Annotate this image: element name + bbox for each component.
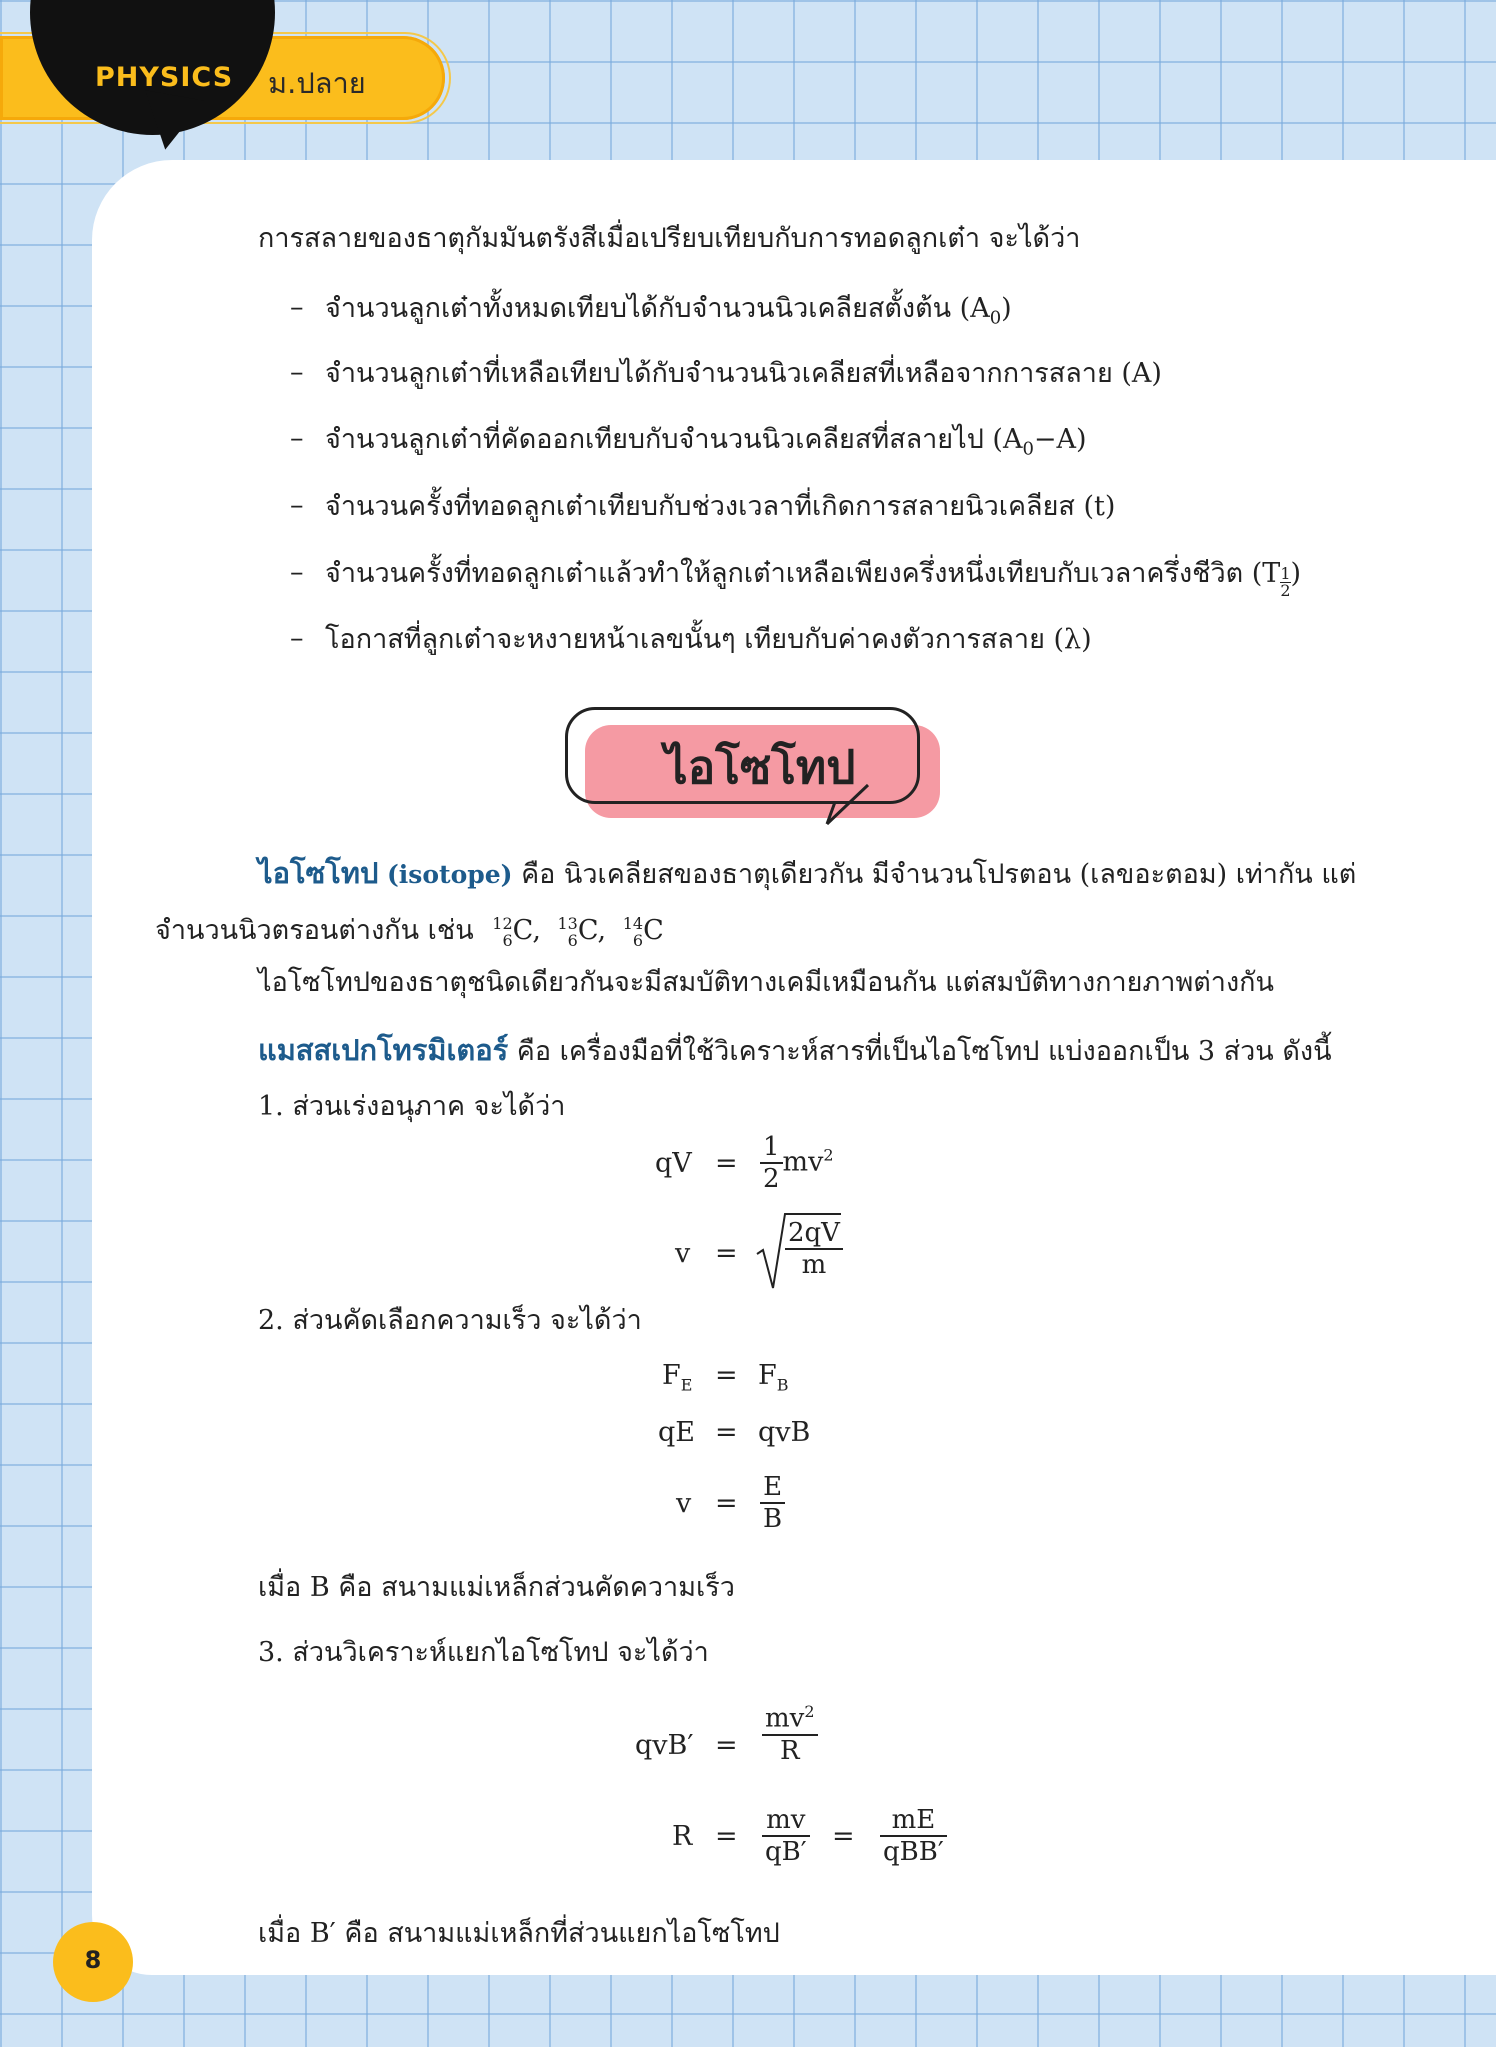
equation-v2: v: [676, 1488, 692, 1519]
bullet-dash: –: [290, 292, 304, 323]
equals-sign: =: [715, 1417, 738, 1448]
equation-me-over-qbb: $\frac{mE}{\text{qBB′}}$: [880, 1805, 947, 1867]
equals-sign: =: [715, 1488, 738, 1519]
bullet-dash: –: [290, 623, 304, 654]
equation-qvb: qvB: [758, 1417, 811, 1448]
note-b: เมื่อ B คือ สนามแม่เหล็กส่วนคัดความเร็ว: [258, 1572, 735, 1603]
bullet-dash: –: [290, 490, 304, 521]
bullet-1: จำนวนลูกเต๋าทั้งหมดเทียบได้กับจำนวนนิวเคลียสตั้งต้น $(A_0)$: [325, 293, 1012, 329]
bullet-dash: –: [290, 423, 304, 454]
bullet-dash: –: [290, 557, 304, 588]
mass-spectrometer-definition: แมสสเปกโทรมิเตอร์ คือ เครื่องมือที่ใช้วิเคราะห์สารที่เป็นไอโซโทป แบ่งออกเป็น 3 ส่วน ดังนี้: [258, 1033, 1332, 1067]
equals-sign: =: [832, 1821, 855, 1852]
bullet-3: จำนวนลูกเต๋าที่คัดออกเทียบกับจำนวนนิวเคลียสที่สลายไป $(A_0-A)$: [325, 424, 1087, 460]
equals-sign: =: [715, 1730, 738, 1761]
isotope-properties: ไอโซโทปของธาตุชนิดเดียวกันจะมีสมบัติทางเคมีเหมือนกัน แต่สมบัติทางกายภาพต่างกัน: [258, 967, 1274, 998]
step-1-heading: 1. ส่วนเร่งอนุภาค จะได้ว่า: [258, 1091, 566, 1122]
intro-text: การสลายของธาตุกัมมันตรังสีเมื่อเปรียบเทียบกับการทอดลูกเต๋า จะได้ว่า: [258, 223, 1081, 254]
bullet-dash: –: [290, 357, 304, 388]
equation-fe: $F_E$: [662, 1360, 693, 1395]
equals-sign: =: [715, 1238, 738, 1269]
equation-v: v: [675, 1238, 691, 1269]
equals-sign: =: [715, 1148, 738, 1179]
section-title-box: [565, 705, 945, 820]
equation-r: R: [672, 1821, 693, 1852]
section-title: ไอโซโทป: [664, 740, 856, 794]
equals-sign: =: [715, 1360, 738, 1391]
isotope-definition-line2: จำนวนนิวตรอนต่างกัน เช่น 12 6 C, 13 6 C, 14 6 C: [155, 913, 664, 950]
equals-sign: =: [715, 1821, 738, 1852]
equation-half-mv2: $\frac{1}{2}$ $mv^2$: [760, 1132, 834, 1194]
page-number: 8: [84, 1946, 102, 1974]
level-label: ม.ปลาย: [268, 66, 366, 100]
bullet-4: จำนวนครั้งที่ทอดลูกเต๋าเทียบกับช่วงเวลาที่เกิดการสลายนิวเคลียส (t): [325, 491, 1116, 522]
bullet-6: โอกาสที่ลูกเต๋าจะหงายหน้าเลขนั้นๆ เทียบกับค่าคงตัวการสลาย (λ): [325, 624, 1092, 655]
equation-qe: qE: [658, 1417, 695, 1448]
equation-mv2-over-r: $\frac{mv^2}{R}$: [762, 1702, 818, 1766]
header-speech-bubble-tail: [136, 90, 205, 155]
step-2-heading: 2. ส่วนคัดเลือกความเร็ว จะได้ว่า: [258, 1305, 642, 1336]
bullet-5: จำนวนครั้งที่ทอดลูกเต๋าแล้วทำให้ลูกเต๋าเหลือเพียงครึ่งหนึ่งเทียบกับเวลาครึ่งชีวิต (T $\frac{1}{2}$ ): [325, 558, 1302, 600]
equation-fb: $F_B$: [758, 1360, 789, 1395]
equation-qv: qV: [655, 1148, 692, 1179]
equation-mv-over-qb: $\frac{mv}{qB'}$: [762, 1805, 810, 1867]
equation-e-over-b: $\frac{E}{B}$: [760, 1472, 785, 1534]
bullet-2: จำนวนลูกเต๋าที่เหลือเทียบได้กับจำนวนนิวเคลียสที่เหลือจากการสลาย (A): [325, 358, 1162, 389]
isotope-definition: ไอโซโทป (isotope) คือ นิวเคลียสของธาตุเดียวกัน มีจำนวนโปรตอน (เลขอะตอม) เท่ากัน แต่: [258, 856, 1357, 890]
subject-label: PHYSICS: [95, 62, 234, 93]
note-b-prime: เมื่อ B′ คือ สนามแม่เหล็กที่ส่วนแยกไอโซโทป: [258, 1918, 780, 1949]
equation-qvb-prime: qvB′: [635, 1730, 694, 1761]
step-3-heading: 3. ส่วนวิเคราะห์แยกไอโซโทป จะได้ว่า: [258, 1637, 709, 1668]
